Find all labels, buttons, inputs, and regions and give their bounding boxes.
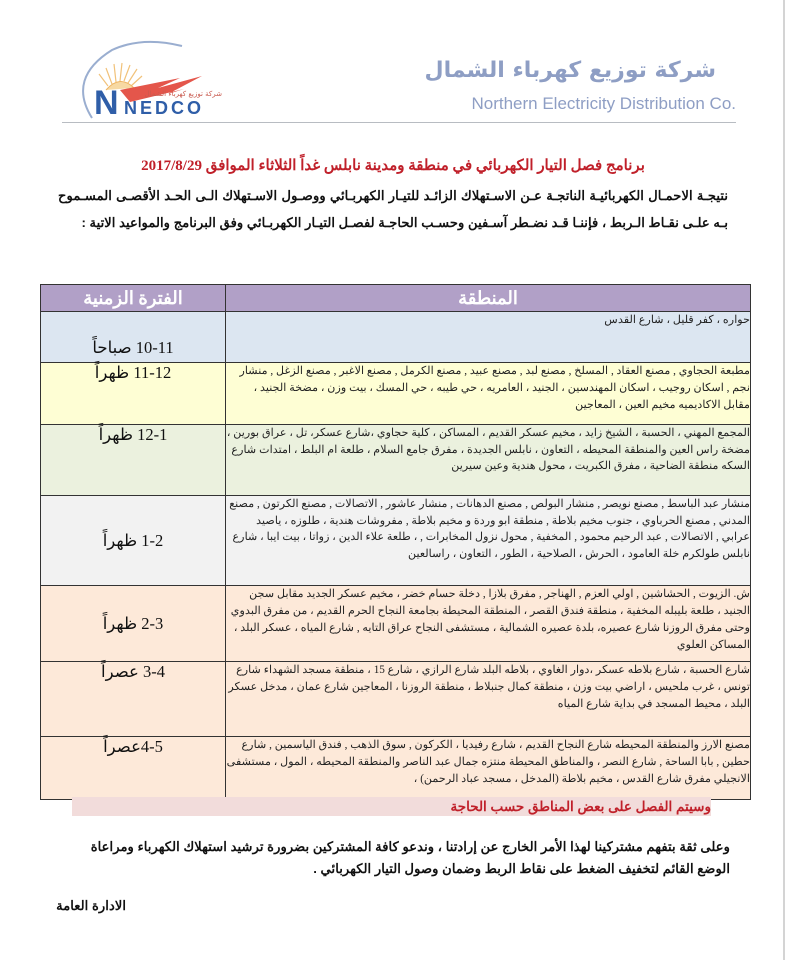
period-cell: 2-3 ظهراً [41,586,226,662]
period-cell: 11-12 ظهراً [41,363,226,425]
area-cell: المجمع المهني ، الحسبة ، الشيخ زايد ، مخيم عسكر القديم ، المساكن ، كلية حجاوي ،شارع عسكر، تل ، عراق بورين ، مضخة راس العين والمنطقة المحيطه ، التعاون ، نابلس الجديدة ، مفرق جامع السلام ، طلعة ام البلط ، امتدات شارع السكه منطقة الضاحية ، مفرق الكبريت ، محول هندية وعين سيرين [226,425,751,496]
period-cell: 1-2 ظهراً [41,496,226,586]
area-cell: منشار عبد الباسط , مصنع نويصر , منشار البولص , مصنع الدهانات , منشار عاشور , الاتصالات , مصنع الكرتون , مصنع المدني , مصنع الحرباوي ، جنوب مخيم بلاطة , منطقة ابو وردة و مخيم بلاطة , مفروشات هندية ، طلوزه ، ياصيد عرابي , الاتصالات , عبد الرحيم محمود , المخفية , محول نزول المخابرات , ، طلعة علاء الدين ، زواتا ، بيت ايبا ، شارع نابلس طولكرم خلة العامود ، الحرش ، الصلاحية ، الطور ، التعاون ، راسالعين [226,496,751,586]
table-header-row [41,285,751,312]
signature: الادارة العامة [56,898,126,913]
area-cell: شارع الحسبة ، شارع بلاطه عسكر ،دوار الغاوي ، بلاطه البلد شارع الرازي ، شارع 15 ، منطقة مسجد الشهداء شارع تونس ، غرب ملحيس ، اراضي بيت وزن ، منطقة كمال جنبلاط ، منطقة الروزنا ، المعاجين شارع عمان ، مدخل عسكر البلد ، محيط المسجد في بداية شارع المياه [226,662,751,737]
area-cell: حواره ، كفر قليل ، شارع القدس [226,312,751,363]
logo-wordmark: NEDCO [124,98,205,118]
outage-schedule-table [40,284,751,800]
logo-graphic [72,38,232,124]
notice-text: وسيتم الفصل على بعض المناطق حسب الحاجة [450,799,711,814]
closing-paragraph: وعلى ثقة بتفهم مشتركينا لهذا الأمر الخارج عن إرادتنا ، وندعو كافة المشتركين بضرورة ترشيد استهلاك الكهرباء ومراعاة الوضع القائم لتخفيف الضغط على نقاط الربط وضمان وصول التيار الكهربائي . [90,839,730,876]
table-row [41,737,751,800]
table-row [41,586,751,662]
table-row [41,496,751,586]
period-cell: 12-1 ظهراً [41,425,226,496]
area-cell: ش. الزيوت , الحشاشين , اولي العزم , الهناجر , مفرق بلازا , دخلة حسام خضر ، مخيم عسكر الجديد مقابل سجن الجنيد ، طلعة بليبله المخفية ، منطقة فندق القصر ، المنطقة المحيطة بجامعة النجاح الحرم القديم ، من مفرق البدوي وحتى مفرق الروزنا شارع عصيره، بلدة عصيره الشمالية ، مستشفى النجاح عراق التايه , شارع المياه ، عسكر البلد ، المساكن العلوي [226,586,751,662]
company-name-arabic: شركة توزيع كهرباء الشمال [424,58,716,83]
table-row [41,662,751,737]
logo-tagline: شركة توزيع كهرباء الشمال [144,90,222,98]
logo-letter-n: N [94,84,119,122]
nedco-logo [72,38,232,124]
document-title: برنامج فصل التيار الكهربائي في منطقة ومدينة نابلس غداً الثلاثاء الموافق 2017/8/29 [141,158,645,174]
intro-paragraph: نتيجـة الاحمـال الكهربائيـة الناتجـة عـن الاسـتهلاك الزائـد للتيـار الكهربـائي ووصـول الاسـتهلاك الـى الحـد الأقصـى المسـموح بـه علـى نقـاط الـربط ، فإننـا قـد نضـطر آسـفين وحسـب الحاجـة لفصـل التيـار الكهربـائي وفق البرنامج والمواعيد الاتية : [58,188,728,230]
column-header-area: المنطقة [226,285,751,312]
table-row [41,363,751,425]
table-row [41,312,751,363]
period-cell: 10-11 صباحاً [41,312,226,363]
page-edge-line [783,0,785,960]
notice-banner [72,797,711,816]
area-cell: مطبعة الحجاوي , مصنع العقاد , المسلخ , مصنع لبد , مصنع عبيد , مصنع الكرمل , مصنع الاغبر , مصنع الزغل , منشار نجم , اسكان روجيب ، اسكان المهندسين ، الجنيد ، العامريه ، حي طيبه ، حي المسك ، بيت وزن ، مضخة الجنيد ، مقابل الاكاديميه مخيم العين ، المعاجين [226,363,751,425]
column-header-period: الفترة الزمنية [41,285,226,312]
period-cell: 3-4 عصراً [41,662,226,737]
period-cell: 4-5عصراً [41,737,226,800]
table-row [41,425,751,496]
header-divider [62,122,736,123]
company-name-english: Northern Electricity Distribution Co. [471,94,736,113]
area-cell: مصنع الارز والمنطقة المحيطه شارع النجاح القديم ، شارع رفيديا ، الكركون , سوق الذهب , فندق الياسمين , شارع حطين , بابا الساحة , شارع النصر ، والمناطق المحيطة منتزه جمال عبد الناصر والمنطقة المحيطه ، المول ، مستشفى الانجيلي مفرق شارع القدس ، مخيم بلاطة (المدخل ، مسجد عباد الرحمن) ، [226,737,751,800]
